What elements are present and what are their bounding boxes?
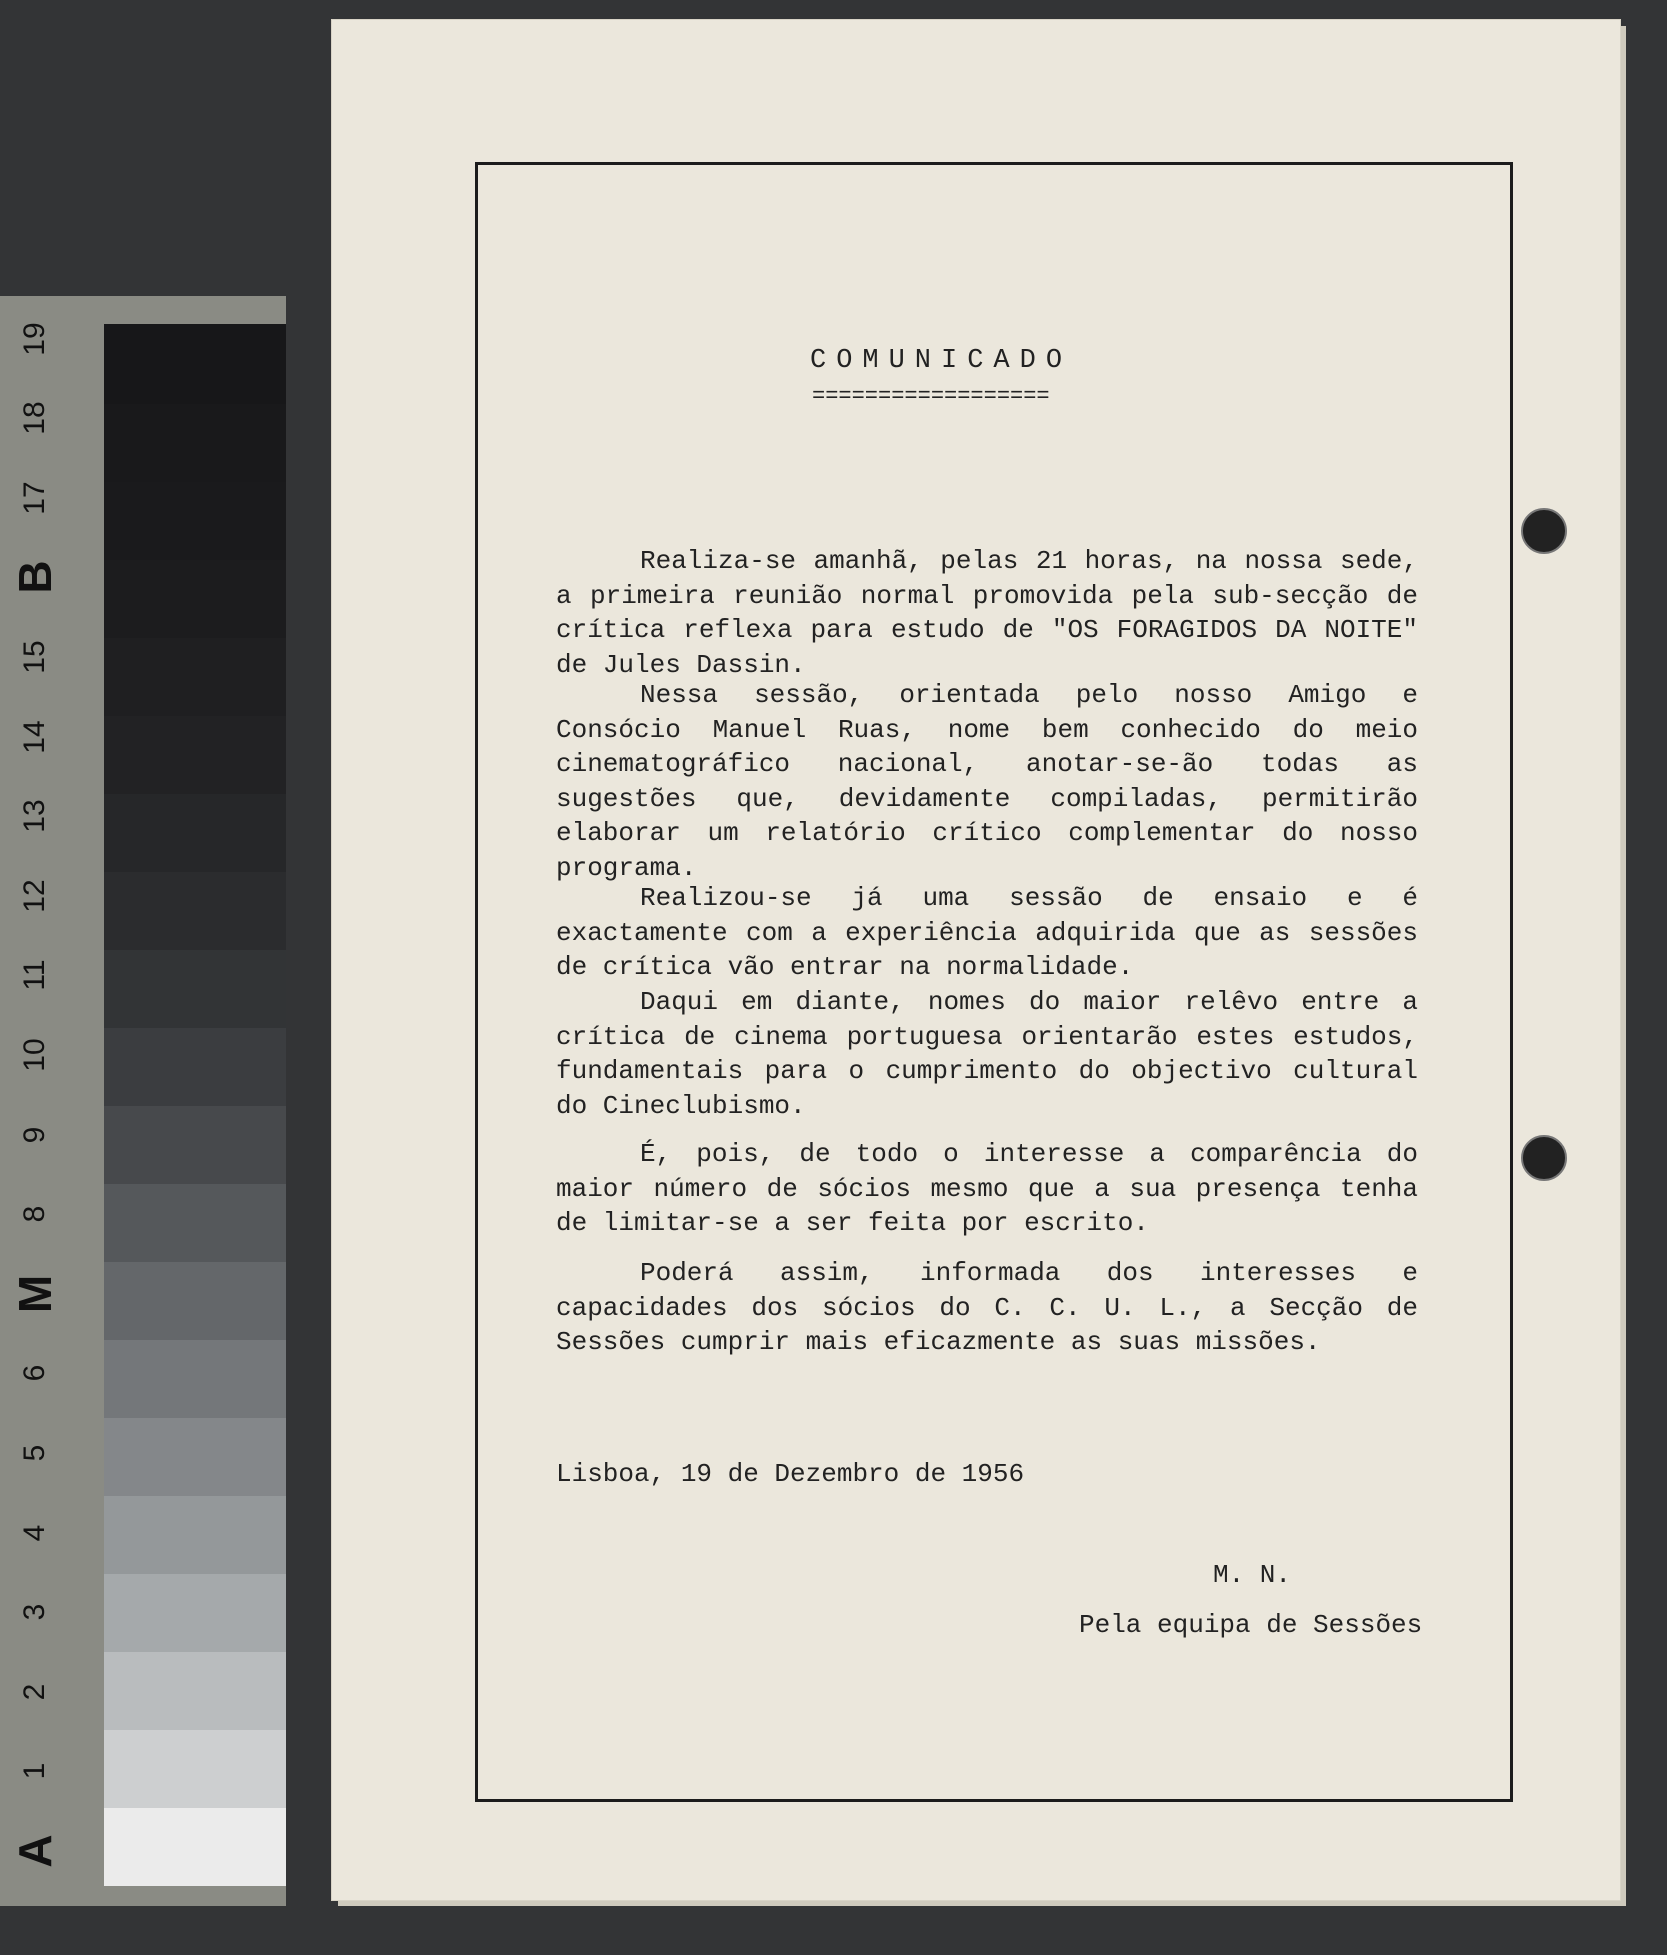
gray-patch: [104, 558, 286, 638]
calibration-gray-patches: [104, 296, 286, 1906]
signature-line: Pela equipa de Sessões: [1079, 1610, 1423, 1640]
calibration-label: B: [9, 560, 61, 595]
calibration-label: 14: [18, 719, 51, 754]
calibration-label: 10: [18, 1038, 51, 1072]
gray-patch: [104, 1572, 286, 1652]
calibration-scale-labels: [0, 296, 104, 1906]
gray-patch: [104, 792, 286, 872]
gray-patch: [104, 480, 286, 560]
gray-patch: [104, 1650, 286, 1730]
calibration-label: 15: [18, 640, 51, 674]
gray-patch: [104, 1728, 286, 1808]
paragraph: Realiza-se amanhã, pelas 21 horas, na nossa sede, a primeira reunião normal promovida pela sub-secção de crítica reflexa para estudo de "OS FORAGIDOS DA NOITE" de Jules Dassin.: [556, 546, 1418, 680]
paragraph: É, pois, de todo o interesse a comparência do maior número de sócios mesmo que a sua presença tenha de limitar-se a ser feita por escrito.: [556, 1139, 1418, 1238]
author-initials: M. N.: [1213, 1560, 1292, 1590]
gray-patch: [104, 1494, 286, 1574]
punch-hole-icon: [1521, 508, 1567, 554]
gray-patch: [104, 948, 286, 1028]
calibration-label: 1: [18, 1763, 51, 1780]
calibration-label: 6: [18, 1365, 51, 1382]
calibration-label: 9: [18, 1126, 51, 1143]
calibration-label: 4: [18, 1524, 51, 1541]
gray-patch: [104, 1416, 286, 1496]
calibration-label: 8: [18, 1205, 51, 1223]
paragraph: Daqui em diante, nomes do maior relêvo entre a crítica de cinema portuguesa orientarão estes estudos, fundamentais para o cumprimento do objectivo cultural do Cineclubismo.: [556, 987, 1418, 1121]
calibration-label: 3: [18, 1603, 51, 1621]
calibration-label: 17: [18, 481, 51, 515]
calibration-label: 19: [18, 321, 51, 356]
color-calibration-strip: [0, 296, 286, 1906]
calibration-label: 2: [18, 1683, 51, 1701]
paragraph: Poderá assim, informada dos interesses e capacidades dos sócios do C. C. U. L., a Secção de Sessões cumprir mais eficazmente as suas missões.: [556, 1258, 1418, 1357]
calibration-label: 5: [18, 1444, 51, 1462]
calibration-label: 12: [18, 879, 51, 913]
paragraph: Realizou-se já uma sessão de ensaio e é exactamente com a experiência adquirida que as sessões de crítica vão entrar na normalidade.: [556, 883, 1418, 982]
gray-patch: [104, 402, 286, 482]
gray-patch: [104, 1338, 286, 1418]
punch-hole-icon: [1521, 1135, 1567, 1181]
calibration-label: 13: [18, 799, 51, 833]
document-title: COMUNICADO: [810, 346, 1073, 376]
calibration-label: A: [9, 1834, 61, 1868]
date-line: Lisboa, 19 de Dezembro de 1956: [556, 1459, 1025, 1489]
gray-patch: [104, 1806, 286, 1886]
gray-patch: [104, 714, 286, 794]
gray-patch: [104, 1260, 286, 1340]
calibration-label: 18: [18, 401, 51, 435]
calibration-label: 11: [18, 959, 51, 991]
gray-patch: [104, 324, 286, 404]
title-underline: ==================: [812, 384, 1050, 409]
calibration-label: M: [9, 1274, 61, 1313]
gray-patch: [104, 1104, 286, 1184]
gray-patch: [104, 870, 286, 950]
gray-patch: [104, 1026, 286, 1106]
gray-patch: [104, 1182, 286, 1262]
gray-patch: [104, 636, 286, 716]
paragraph: Nessa sessão, orientada pelo nosso Amigo e Consócio Manuel Ruas, nome bem conhecido do meio cinematográfico nacional, anotar-se-ão todas as sugestões que, devidamente compiladas, permitirão elaborar um relatório crítico complementar do nosso programa.: [556, 680, 1418, 883]
